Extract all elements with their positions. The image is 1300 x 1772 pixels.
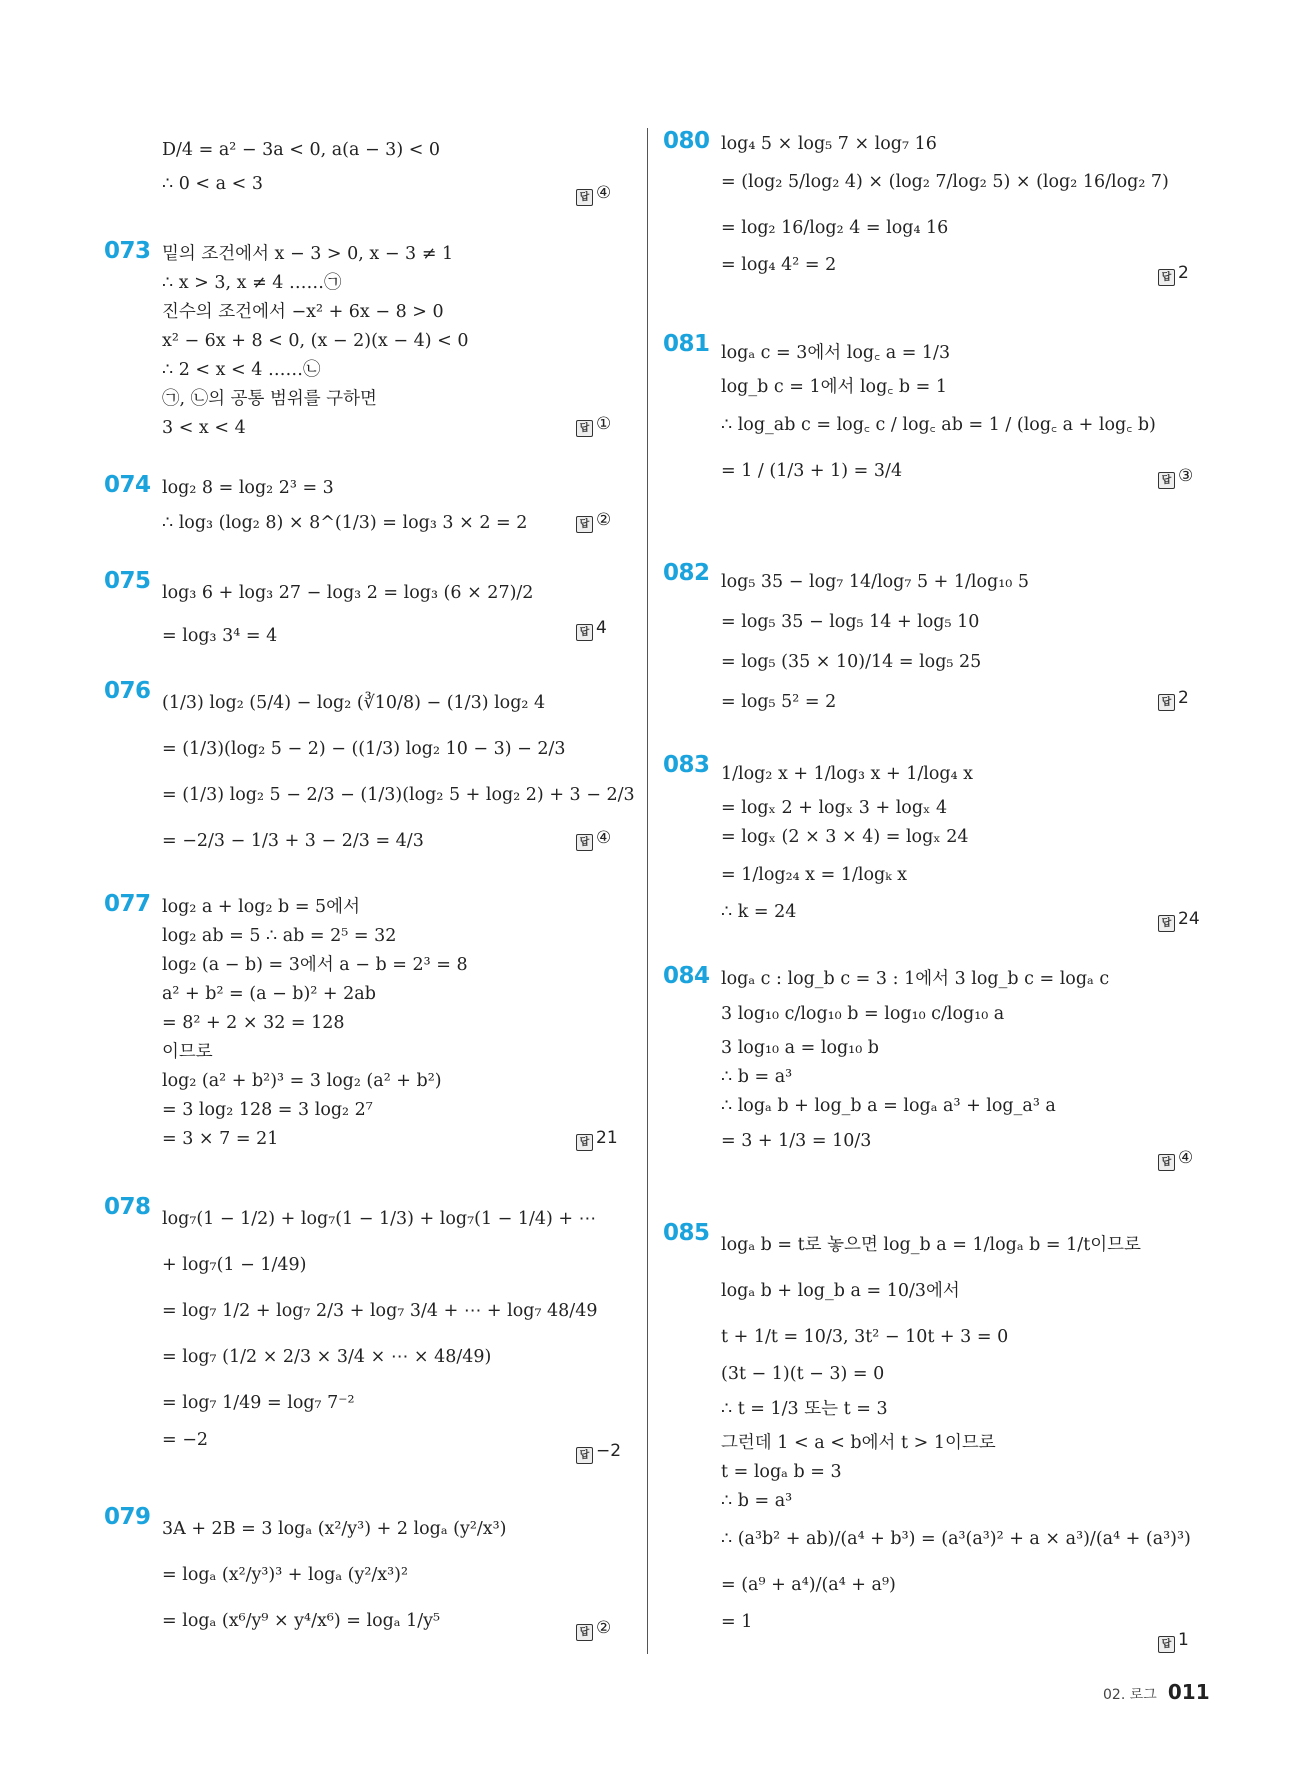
- answer-icon: 답: [576, 1447, 593, 1464]
- answer-mark: [576, 618, 607, 641]
- problem-number: 082: [663, 560, 710, 586]
- solution-line: ∴ logₐ b + log_b a = logₐ a³ + log_a³ a: [721, 1096, 1056, 1116]
- solution-line: log₅ 35 − log₇ 14/log₇ 5 + 1/log₁₀ 5: [721, 572, 1029, 592]
- solution-line: logₐ c = 3에서 log꜀ a = 1/3: [721, 343, 951, 363]
- solution-line: 그런데 1 < a < b에서 t > 1이므로: [721, 1433, 996, 1453]
- answer-value: ③: [1178, 466, 1194, 486]
- solution-line: log₇(1 − 1/2) + log₇(1 − 1/3) + log₇(1 − 1/4) + ⋯: [162, 1209, 597, 1229]
- answer-mark: [1158, 688, 1189, 711]
- solution-lines: [721, 562, 1029, 722]
- solution-line: = log₇ (1/2 × 2/3 × 3/4 × ⋯ × 48/49): [162, 1347, 492, 1367]
- answer-mark: [1158, 466, 1193, 489]
- solution-line: log₂ (a − b) = 3에서 a − b = 2³ = 8: [162, 955, 468, 975]
- answer-mark: [576, 510, 611, 533]
- answer-mark: [1158, 263, 1189, 286]
- answer-value: 2: [1178, 263, 1189, 283]
- solution-line: log_b c = 1에서 log꜀ b = 1: [721, 377, 948, 397]
- answer-value: ②: [596, 510, 612, 530]
- solution-line: x² − 6x + 8 < 0, (x − 2)(x − 4) < 0: [162, 331, 469, 351]
- solution-line: = 3 log₂ 128 = 3 log₂ 2⁷: [162, 1100, 373, 1120]
- solution-line: = 1 / (1/3 + 1) = 3/4: [721, 461, 903, 481]
- problem-number: 080: [663, 128, 710, 154]
- chapter-label: 02. 로그: [1103, 1687, 1157, 1703]
- solution-lines: [721, 754, 973, 927]
- solution-line: log₂ a + log₂ b = 5에서: [162, 897, 360, 917]
- solution-line: logₐ b = t로 놓으면 log_b a = 1/logₐ b = 1/t이므로: [721, 1235, 1141, 1255]
- solution-line: = 1: [721, 1612, 753, 1632]
- solution-line: 1/log₂ x + 1/log₃ x + 1/log₄ x: [721, 764, 974, 784]
- solution-line: ∴ log₃ (log₂ 8) × 8^(1/3) = log₃ 3 × 2 = 2: [162, 513, 528, 533]
- solution-line: = log₄ 4² = 2: [721, 255, 837, 275]
- problem-number: 078: [104, 1194, 151, 1220]
- solution-line: log₂ (a² + b²)³ = 3 log₂ (a² + b²): [162, 1071, 442, 1091]
- solution-lines: [162, 130, 440, 199]
- solution-line: = log₂ 16/log₂ 4 = log₄ 16: [721, 218, 949, 238]
- solution-line: = 8² + 2 × 32 = 128: [162, 1013, 345, 1033]
- solution-lines: [162, 1506, 507, 1644]
- solution-line: = logₐ (x⁶/y⁹ × y⁴/x⁶) = logₐ 1/y⁵: [162, 1611, 441, 1631]
- solution-line: ∴ x > 3, x ≠ 4 ……㉠: [162, 273, 342, 293]
- answer-value: ④: [596, 183, 612, 203]
- solution-line: ∴ 0 < a < 3: [162, 174, 263, 194]
- answer-icon: 답: [576, 1134, 593, 1151]
- solution-line: (3t − 1)(t − 3) = 0: [721, 1364, 885, 1384]
- problem-number: 083: [663, 752, 710, 778]
- problem-number: 073: [104, 238, 151, 264]
- solution-line: ∴ log_ab c = log꜀ c / log꜀ ab = 1 / (log꜀ a + log꜀ b): [721, 415, 1156, 435]
- answer-icon: 답: [1158, 1636, 1175, 1653]
- solution-line: = log₇ 1/49 = log₇ 7⁻²: [162, 1393, 355, 1413]
- solution-lines: [162, 570, 533, 656]
- answer-mark: [1158, 1148, 1193, 1171]
- answer-value: 1: [1178, 1630, 1189, 1650]
- solution-line: = log₅ (35 × 10)/14 = log₅ 25: [721, 652, 982, 672]
- solution-line: = 3 × 7 = 21: [162, 1129, 279, 1149]
- answer-icon: 답: [576, 1624, 593, 1641]
- problem-number: 085: [663, 1220, 710, 1246]
- answer-icon: 답: [576, 189, 593, 206]
- solution-line: = logₐ (x²/y³)³ + logₐ (y²/x³)²: [162, 1565, 409, 1585]
- answer-value: 24: [1178, 909, 1200, 929]
- solution-lines: [721, 333, 1156, 494]
- solution-lines: [721, 130, 1169, 280]
- solution-line: = logₓ 2 + logₓ 3 + logₓ 4: [721, 798, 948, 818]
- problem-number: 081: [663, 331, 710, 357]
- answer-icon: 답: [576, 516, 593, 533]
- answer-mark: [576, 1441, 621, 1464]
- page-number: 011: [1167, 1680, 1210, 1704]
- solution-line: ∴ b = a³: [721, 1067, 793, 1087]
- solution-line: ∴ t = 1/3 또는 t = 3: [721, 1399, 888, 1419]
- column-divider: [647, 128, 648, 1654]
- answer-icon: 답: [1158, 694, 1175, 711]
- solution-line: logₐ b + log_b a = 10/3에서: [721, 1281, 960, 1301]
- solution-line: log₂ 8 = log₂ 2³ = 3: [162, 478, 334, 498]
- answer-value: ①: [596, 414, 612, 434]
- answer-icon: 답: [576, 624, 593, 641]
- answer-mark: [576, 1618, 611, 1641]
- answer-icon: 답: [1158, 269, 1175, 286]
- answer-value: ④: [596, 828, 612, 848]
- solution-line: 3A + 2B = 3 logₐ (x²/y³) + 2 logₐ (y²/x³): [162, 1519, 507, 1539]
- solution-line: log₃ 6 + log₃ 27 − log₃ 2 = log₃ (6 × 27)/2: [162, 583, 534, 603]
- problem-number: 076: [104, 678, 151, 704]
- answer-mark: [576, 828, 611, 851]
- solution-lines: [162, 240, 468, 443]
- solution-line: = (1/3)(log₂ 5 − 2) − ((1/3) log₂ 10 − 3) − 2/3: [162, 739, 566, 759]
- solution-line: 이므로: [162, 1042, 213, 1062]
- answer-icon: 답: [1158, 1154, 1175, 1171]
- solution-line: + log₇(1 − 1/49): [162, 1255, 307, 1275]
- solution-line: a² + b² = (a − b)² + 2ab: [162, 984, 376, 1004]
- solution-line: = (1/3) log₂ 5 − 2/3 − (1/3)(log₂ 5 + log₂ 2) + 3 − 2/3: [162, 785, 635, 805]
- solution-line: t = logₐ b = 3: [721, 1462, 842, 1482]
- solution-line: = −2/3 − 1/3 + 3 − 2/3 = 4/3: [162, 831, 424, 851]
- solution-line: D/4 = a² − 3a < 0, a(a − 3) < 0: [162, 140, 441, 160]
- answer-icon: 답: [1158, 472, 1175, 489]
- solution-line: log₄ 5 × log₅ 7 × log₇ 16: [721, 134, 937, 154]
- solution-line: ∴ 2 < x < 4 ……㉡: [162, 360, 321, 380]
- solution-line: = −2: [162, 1430, 209, 1450]
- solution-lines: [721, 965, 1109, 1161]
- solution-line: = log₃ 3⁴ = 4: [162, 626, 278, 646]
- answer-value: ④: [1178, 1148, 1194, 1168]
- solution-line: ∴ (a³b² + ab)/(a⁴ + b³) = (a³(a³)² + a × a³)/(a⁴ + (a³)³): [721, 1529, 1191, 1549]
- solution-line: = 3 + 1/3 = 10/3: [721, 1131, 872, 1151]
- problem-number: 075: [104, 568, 151, 594]
- answer-mark: [576, 1128, 618, 1151]
- answer-icon: 답: [576, 834, 593, 851]
- problem-number: 074: [104, 472, 151, 498]
- solution-line: ㉠, ㉡의 공통 범위를 구하면: [162, 389, 377, 409]
- problem-number: 079: [104, 1504, 151, 1530]
- answer-value: −2: [596, 1441, 622, 1461]
- answer-icon: 답: [576, 420, 593, 437]
- solution-line: = log₅ 5² = 2: [721, 692, 837, 712]
- solution-lines: [162, 680, 635, 864]
- solution-lines: [162, 893, 468, 1154]
- solution-line: ∴ b = a³: [721, 1491, 793, 1511]
- solution-line: = 1/log₂₄ x = 1/logₖ x: [721, 865, 908, 885]
- answer-value: 2: [1178, 688, 1189, 708]
- solution-line: t + 1/t = 10/3, 3t² − 10t + 3 = 0: [721, 1327, 1009, 1347]
- answer-icon: 답: [1158, 915, 1175, 932]
- answer-value: ②: [596, 1618, 612, 1638]
- solution-line: ∴ k = 24: [721, 902, 797, 922]
- answer-value: 21: [596, 1128, 618, 1148]
- solution-lines: [162, 474, 527, 543]
- problem-number: 077: [104, 891, 151, 917]
- solution-line: log₂ ab = 5 ∴ ab = 2⁵ = 32: [162, 926, 397, 946]
- answer-mark: [576, 414, 611, 437]
- page-footer: [1103, 1680, 1210, 1704]
- answer-mark: [1158, 909, 1200, 932]
- answer-mark: [1158, 1630, 1189, 1653]
- solution-lines: [162, 1196, 597, 1455]
- problem-number: 084: [663, 963, 710, 989]
- answer-mark: [576, 183, 611, 206]
- solution-line: 밑의 조건에서 x − 3 > 0, x − 3 ≠ 1: [162, 244, 454, 264]
- solution-line: = (a⁹ + a⁴)/(a⁴ + a⁹): [721, 1575, 896, 1595]
- solution-line: 3 log₁₀ c/log₁₀ b = log₁₀ c/log₁₀ a: [721, 1004, 1005, 1024]
- solution-line: = log₇ 1/2 + log₇ 2/3 + log₇ 3/4 + ⋯ + log₇ 48/49: [162, 1301, 598, 1321]
- solution-line: = log₅ 35 − log₅ 14 + log₅ 10: [721, 612, 980, 632]
- solution-lines: [721, 1222, 1191, 1637]
- solution-line: = (log₂ 5/log₂ 4) × (log₂ 7/log₂ 5) × (log₂ 16/log₂ 7): [721, 172, 1169, 192]
- solution-line: logₐ c : log_b c = 3 : 1에서 3 log_b c = logₐ c: [721, 969, 1110, 989]
- solution-line: (1/3) log₂ (5/4) − log₂ (∛10/8) − (1/3) log₂ 4: [162, 693, 546, 713]
- solution-line: = logₓ (2 × 3 × 4) = logₓ 24: [721, 827, 969, 847]
- solution-line: 진수의 조건에서 −x² + 6x − 8 > 0: [162, 302, 444, 322]
- answer-value: 4: [596, 618, 607, 638]
- solution-line: 3 < x < 4: [162, 418, 246, 438]
- solution-line: 3 log₁₀ a = log₁₀ b: [721, 1038, 879, 1058]
